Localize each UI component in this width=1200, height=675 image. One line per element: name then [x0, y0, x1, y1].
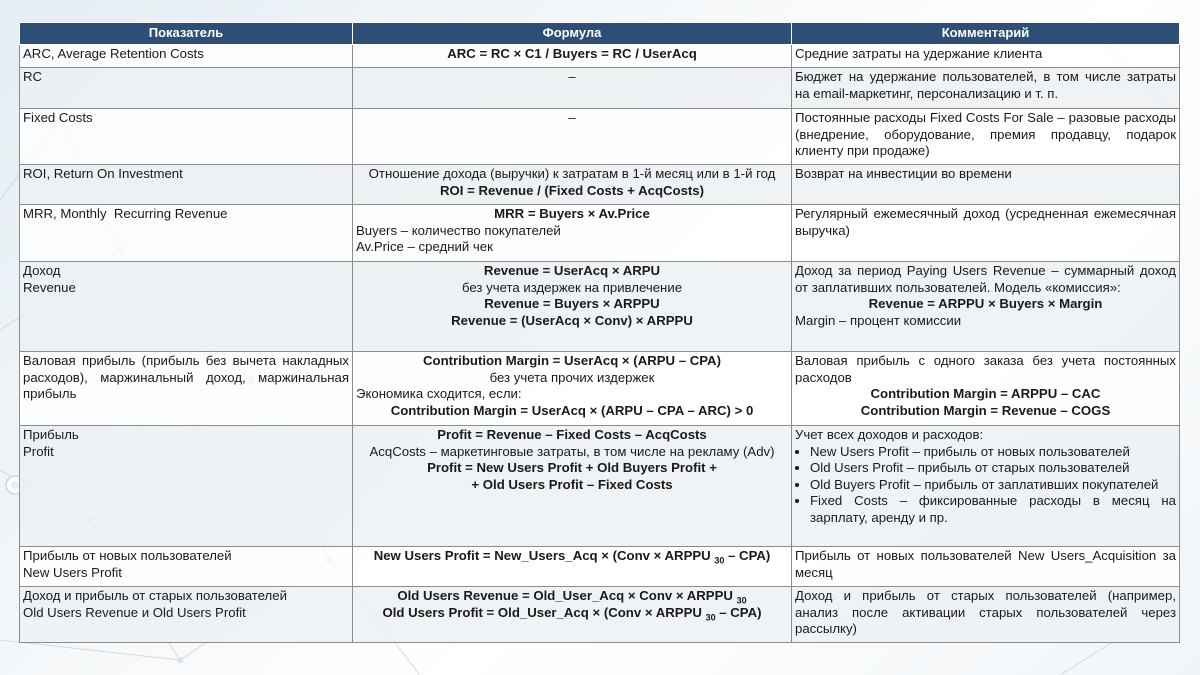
formula-part: New Users Profit = New_Users_Acq × (Conv × ARPPU: [373, 548, 715, 563]
indicator-text: MRR, Monthly Recurring Revenue: [23, 206, 228, 221]
formula-part: – CPA): [715, 604, 762, 620]
table-row: [20, 45, 1180, 68]
comment-text: Регулярный ежемесячный доход (усредненная ежемесячная выручка): [795, 206, 1176, 238]
formula-cell: [353, 68, 792, 109]
indicator-text-en: Revenue: [23, 279, 76, 295]
formula-text: Revenue = (UserAcq × Conv) × ARPPU: [451, 312, 693, 328]
formula-text: MRR = Buyers × Av.Price: [494, 206, 650, 221]
comment-text: Валовая прибыль с одного заказа без учета постоянных расходов: [795, 353, 1176, 385]
comment-list: [795, 444, 1176, 527]
formula-note: Buyers – количество покупателей: [356, 222, 561, 238]
comment-formula: Contribution Margin = Revenue – COGS: [860, 402, 1111, 418]
formula-note: Av.Price – средний чек: [356, 239, 493, 254]
metrics-table: [19, 22, 1180, 643]
formula-subscript: 30: [714, 555, 725, 566]
indicator-cell: [20, 45, 353, 68]
indicator-cell: [20, 109, 353, 165]
formula-text: Revenue = Buyers × ARPPU: [484, 296, 660, 311]
formula-part: Old Users Revenue = Old_User_Acq × Conv × ARPPU: [397, 588, 737, 603]
comment-text: Постоянные расходы Fixed Costs For Sale – разовые расходы (внедрение, оборудование, премия продавцу, подарок клиенту при продаже): [795, 110, 1176, 158]
comment-cell: [792, 547, 1180, 587]
header-formula: Формула: [353, 23, 792, 45]
comment-cell: [792, 587, 1180, 643]
comment-cell: [792, 262, 1180, 352]
comment-cell: [792, 165, 1180, 205]
formula-cell: [353, 109, 792, 165]
indicator-cell: [20, 68, 353, 109]
list-item: • Fixed Costs – фиксированные расходы в месяц на зарплату, аренду и пр.: [810, 493, 1176, 526]
indicator-cell: [20, 205, 353, 262]
formula-note: Экономика сходится, если:: [356, 386, 522, 401]
indicator-cell: [20, 547, 353, 587]
list-item: • Old Buyers Profit – прибыль от заплативших покупателей: [810, 477, 1176, 494]
formula-subscript: 30: [705, 612, 716, 623]
formula-text: Profit = Revenue – Fixed Costs – AcqCosts: [437, 427, 707, 442]
indicator-text: Fixed Costs: [23, 110, 93, 125]
formula-cell: [353, 262, 792, 352]
comment-text: Учет всех доходов и расходов:: [795, 427, 984, 442]
formula-text: Contribution Margin = UserAcq × (ARPU – CPA): [423, 353, 721, 368]
formula-text: ARC = RC × C1 / Buyers = RC / UserAcq: [447, 46, 697, 61]
formula-cell: [353, 352, 792, 426]
comment-formula: Contribution Margin = ARPPU – CAC: [870, 386, 1101, 401]
indicator-text: Доход и прибыль от старых пользователей: [23, 588, 287, 603]
formula-text: Profit = New Users Profit + Old Buyers Profit +: [427, 460, 717, 475]
comment-note: Margin – процент комиссии: [795, 312, 962, 328]
indicator-cell: [20, 262, 353, 352]
table-row: [20, 165, 1180, 205]
indicator-text: ROI, Return On Investment: [23, 166, 183, 181]
indicator-text: Валовая прибыль (прибыль без вычета накладных расходов), маржинальный доход, маржинальная прибыль: [23, 353, 349, 401]
formula-cell: [353, 587, 792, 643]
comment-cell: [792, 109, 1180, 165]
indicator-text-en: New Users Profit: [23, 564, 122, 580]
comment-cell: [792, 352, 1180, 426]
formula-note: без учета прочих издержек: [489, 369, 655, 385]
indicator-text: ARC, Average Retention Costs: [23, 46, 204, 61]
comment-cell: [792, 426, 1180, 547]
indicator-cell: [20, 426, 353, 547]
comment-text: Прибыль от новых пользователей New Users_Acquisition за месяц: [795, 548, 1176, 580]
indicator-cell: [20, 165, 353, 205]
formula-text: ROI = Revenue / (Fixed Costs + AcqCosts): [439, 182, 705, 198]
formula-note: AcqCosts – маркетинговые затраты, в том числе на рекламу (Adv): [369, 443, 775, 459]
indicator-cell: [20, 587, 353, 643]
comment-text: Средние затраты на удержание клиента: [795, 46, 1043, 61]
comment-cell: [792, 68, 1180, 109]
table-row: [20, 109, 1180, 165]
header-row: [20, 23, 1180, 45]
table-row: [20, 587, 1180, 643]
indicator-text-en: Old Users Revenue и Old Users Profit: [23, 604, 246, 620]
comment-formula: Revenue = ARPPU × Buyers × Margin: [868, 296, 1103, 311]
table-row: [20, 352, 1180, 426]
formula-text: Contribution Margin = UserAcq × (ARPU – CPA – ARC) > 0: [390, 402, 754, 418]
indicator-text: Прибыль: [23, 427, 79, 442]
header-indicator: Показатель: [20, 23, 353, 45]
formula-cell: [353, 205, 792, 262]
formula-part: Old Users Profit = Old_User_Acq × (Conv × ARPPU: [382, 604, 706, 620]
formula-cell: [353, 165, 792, 205]
indicator-text: Доход: [23, 263, 61, 278]
formula-text: Revenue = UserAcq × ARPU: [483, 263, 661, 278]
list-item: • Old Users Profit – прибыль от старых пользователей: [810, 460, 1176, 477]
table-row: [20, 68, 1180, 109]
comment-cell: [792, 45, 1180, 68]
formula-text: [356, 548, 788, 565]
formula-text: –: [568, 69, 576, 84]
comment-text: Доход за период Paying Users Revenue – суммарный доход от заплативших пользователей. Модель «комиссия»:: [795, 263, 1176, 295]
formula-note: без учета издержек на привлечение: [461, 279, 683, 295]
formula-cell: [353, 45, 792, 68]
comment-text: Бюджет на удержание пользователей, в том числе затраты на email-маркетинг, персонализацию и т. п.: [795, 69, 1176, 101]
formula-description: Отношение дохода (выручки) к затратам в 1-й месяц или в 1-й год: [368, 166, 776, 181]
indicator-text: RC: [23, 69, 43, 84]
formula-text: [356, 605, 788, 622]
table-row: [20, 547, 1180, 587]
indicator-cell: [20, 352, 353, 426]
list-item: • New Users Profit – прибыль от новых пользователей: [810, 444, 1176, 461]
comment-text: Возврат на инвестиции во времени: [795, 166, 1012, 181]
formula-subscript: 30: [736, 595, 747, 606]
comment-cell: [792, 205, 1180, 262]
table-row: [20, 205, 1180, 262]
formula-text: [356, 588, 788, 605]
formula-cell: [353, 426, 792, 547]
indicator-text: Прибыль от новых пользователей: [23, 548, 232, 563]
table-row: [20, 426, 1180, 547]
formula-part: – CPA): [724, 548, 771, 563]
comment-text: Доход и прибыль от старых пользователей (например, анализ после активации старых пользователей через рассылку): [795, 588, 1176, 636]
formula-text: –: [568, 110, 576, 125]
indicator-text-en: Profit: [23, 443, 54, 459]
formula-text: + Old Users Profit – Fixed Costs: [471, 476, 673, 492]
table-row: [20, 262, 1180, 352]
formula-cell: [353, 547, 792, 587]
header-comment: Комментарий: [792, 23, 1180, 45]
